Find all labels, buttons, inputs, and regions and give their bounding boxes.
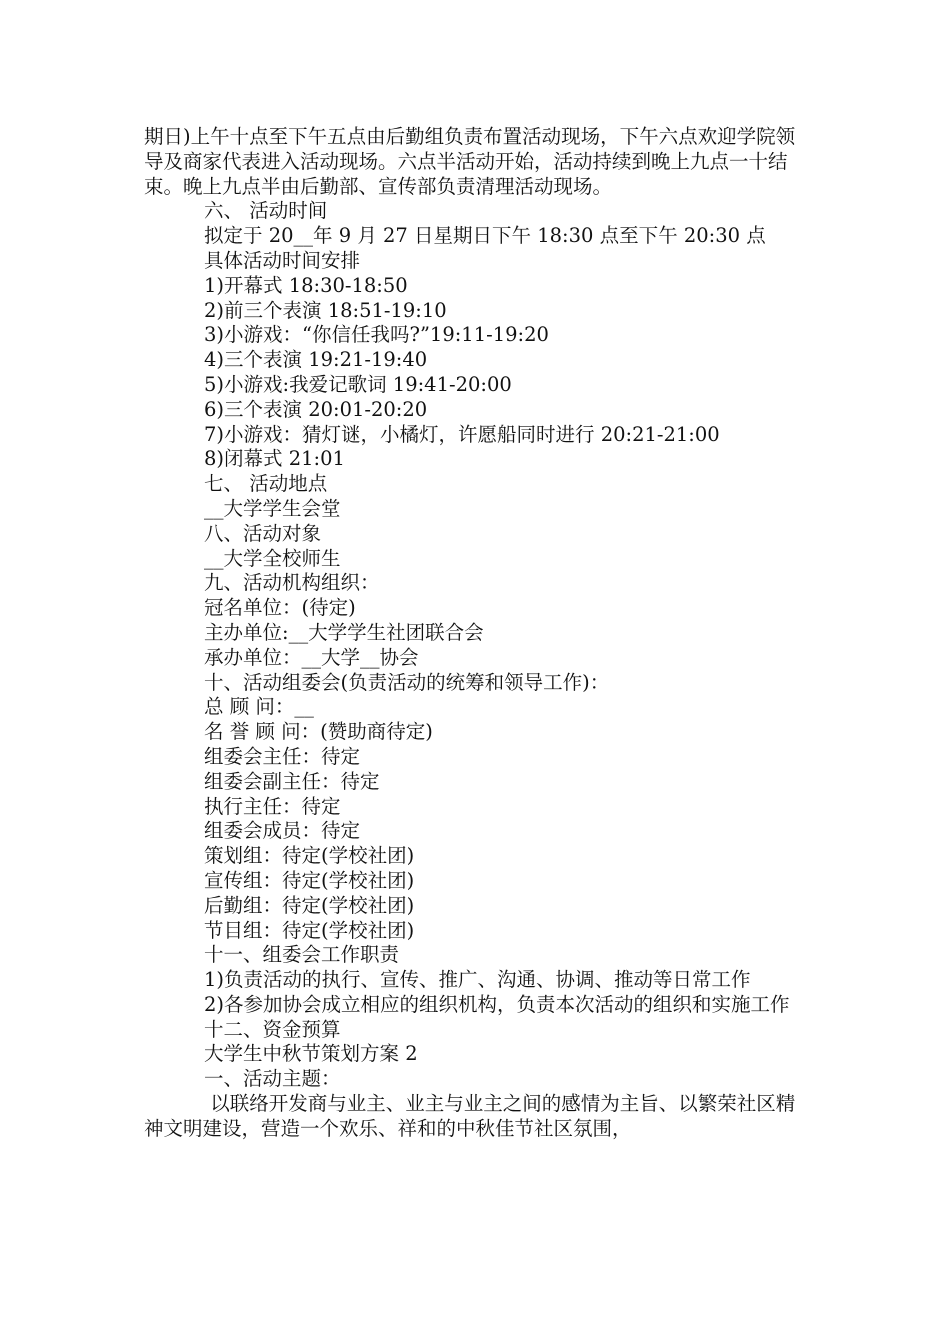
paragraph: 2)各参加协会成立相应的组织机构，负责本次活动的组织和实施工作 (204, 992, 790, 1016)
section-heading-activity-time: 六、 活动时间 (204, 199, 328, 223)
schedule-item: 2)前三个表演 18:51-19:10 (204, 298, 447, 322)
section-heading-budget: 十二、资金预算 (204, 1017, 341, 1041)
paragraph: 总 顾 问：__ (204, 695, 314, 719)
paragraph: 后勤组：待定(学校社团) (204, 893, 415, 917)
paragraph: 拟定于 20__年 9 月 27 日星期日下午 18:30 点至下午 20:30 点 (204, 224, 766, 248)
paragraph: 节目组：待定(学校社团) (204, 918, 415, 942)
schedule-item: 4)三个表演 19:21-19:40 (204, 348, 428, 372)
paragraph: 宣传组：待定(学校社团) (204, 868, 415, 892)
paragraph: 以联络开发商与业主、业主与业主之间的感情为主旨、以繁荣社区精神文明建设，营造一个欢乐、祥和的中秋佳节社区氛围， (144, 1092, 796, 1140)
schedule-item: 8)闭幕式 21:01 (204, 447, 345, 471)
section-heading-location: 七、 活动地点 (204, 472, 328, 496)
schedule-item: 6)三个表演 20:01-20:20 (204, 397, 428, 421)
paragraph: 1)负责活动的执行、宣传、推广、沟通、协调、推动等日常工作 (204, 968, 751, 992)
paragraph: 组委会副主任：待定 (204, 769, 380, 793)
section-heading-audience: 八、活动对象 (204, 521, 322, 545)
schedule-item: 5)小游戏:我爱记歌词 19:41-20:00 (204, 372, 512, 396)
document-body (144, 125, 809, 1142)
schedule-item: 7)小游戏：猜灯谜，小橘灯，许愿船同时进行 20:21-21:00 (204, 422, 720, 446)
paragraph: 组委会主任：待定 (204, 744, 361, 768)
paragraph: 具体活动时间安排 (204, 248, 361, 272)
paragraph: 冠名单位：(待定) (204, 596, 356, 620)
paragraph: 名 誉 顾 问：(赞助商待定) (204, 720, 433, 744)
paragraph: 期日)上午十点至下午五点由后勤组负责布置活动现场，下午六点欢迎学院领导及商家代表进入活动现场。六点半活动开始，活动持续到晚上九点一十结束。晚上九点半由后勤部、宣传部负责清理活动现场。 (144, 125, 796, 198)
section-heading-committee: 十、活动组委会(负责活动的统筹和领导工作)： (204, 670, 610, 694)
document-title-2: 大学生中秋节策划方案 2 (204, 1042, 418, 1066)
section-heading-theme: 一、活动主题： (204, 1067, 341, 1091)
paragraph: 执行主任：待定 (204, 794, 341, 818)
paragraph: 策划组：待定(学校社团) (204, 844, 415, 868)
paragraph: __大学全校师生 (204, 546, 341, 570)
paragraph: 主办单位:__大学学生社团联合会 (204, 620, 484, 644)
paragraph: __大学学生会堂 (204, 496, 341, 520)
schedule-item: 3)小游戏：“你信任我吗?”19:11-19:20 (204, 323, 549, 347)
section-heading-organization: 九、活动机构组织： (204, 571, 380, 595)
paragraph: 承办单位：__大学__协会 (204, 645, 419, 669)
section-heading-duties: 十一、组委会工作职责 (204, 943, 400, 967)
paragraph: 组委会成员：待定 (204, 819, 361, 843)
schedule-item: 1)开幕式 18:30-18:50 (204, 273, 408, 297)
